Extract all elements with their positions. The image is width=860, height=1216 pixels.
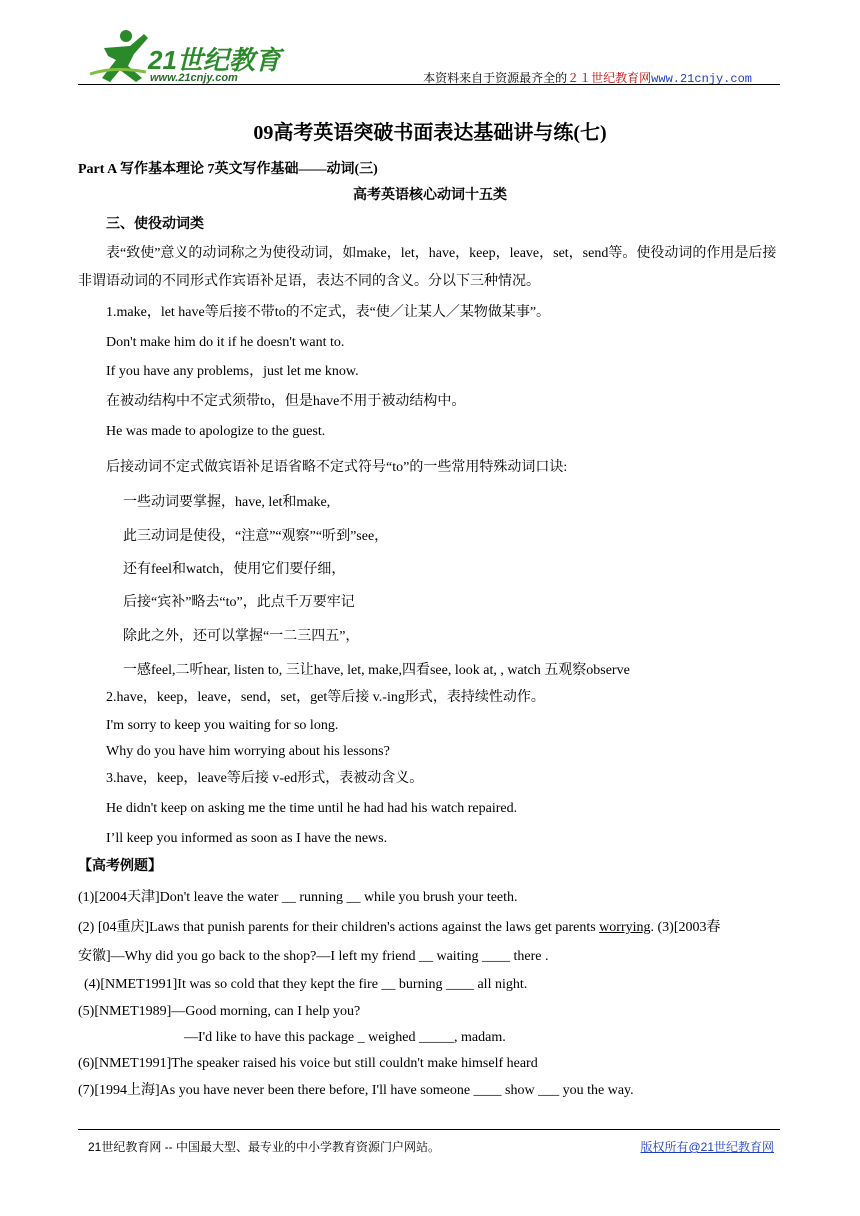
mnemonic-line: 一些动词要掌握，have, let和make, bbox=[123, 495, 331, 510]
footer-site-description: 21世纪教育网 -- 中国最大型、最专业的中小学教育资源门户网站。 bbox=[88, 1140, 441, 1154]
example-sentence: I'm sorry to keep you waiting for so long. bbox=[106, 718, 339, 733]
example-sentence: He didn't keep on asking me the time until he had had his watch repaired. bbox=[106, 801, 518, 816]
logo-text: 21世纪教育 bbox=[148, 45, 281, 75]
mnemonic-line: 后接“宾补”略去“to”，此点千万要牢记 bbox=[123, 595, 355, 610]
section-heading: 三、使役动词类 bbox=[106, 217, 204, 232]
mnemonic-line: 此三动词是使役，“注意”“观察”“听到”see， bbox=[123, 529, 389, 544]
mnemonic-intro: 后接动词不定式做宾语补足语省略不定式符号“to”的一些常用特殊动词口诀: bbox=[106, 460, 568, 475]
note-passive: 在被动结构中不定式须带to，但是have不用于被动结构中。 bbox=[106, 394, 466, 409]
mnemonic-line: 除此之外，还可以掌握“一二三四五”， bbox=[123, 629, 360, 644]
intro-paragraph: 表“致使”意义的动词称之为使役动词，如make，let，have，keep，leave，set，send等。使役动词的作用是后接非谓语动词的不同形式作宾语补足语，表达不同的含义。分以下三种情况。 bbox=[78, 246, 777, 289]
header-note-url[interactable]: www.21cnjy.com bbox=[651, 72, 752, 86]
rule-3: 3.have，keep，leave等后接 v-ed形式，表被动含义。 bbox=[106, 771, 424, 786]
document-title: 09高考英语突破书面表达基础讲与练(七) bbox=[253, 122, 607, 144]
example-sentence: Why do you have him worrying about his lessons? bbox=[106, 744, 390, 759]
exam-question-1: (1)[2004天津]Don't leave the water __ running __ while you brush your teeth. bbox=[78, 890, 518, 905]
mnemonic-line: 还有feel和watch，使用它们要仔细， bbox=[123, 562, 346, 577]
subtitle: 高考英语核心动词十五类 bbox=[353, 188, 507, 203]
page-header bbox=[78, 18, 780, 86]
example-sentence: Don't make him do it if he doesn't want to. bbox=[106, 335, 345, 350]
exam-question-2-answer: worrying bbox=[599, 920, 651, 935]
exam-question-3-start: . (3)[2003春 bbox=[650, 920, 721, 935]
footer-rule bbox=[78, 1129, 780, 1130]
part-heading: Part A 写作基本理论 7英文写作基础——动词(三) bbox=[78, 162, 378, 177]
header-rule bbox=[78, 84, 780, 85]
exam-question-2-text: (2) [04重庆]Laws that punish parents for their children's actions against the laws get parents bbox=[78, 920, 600, 935]
header-note-site[interactable]: ２１世纪教育网 bbox=[567, 71, 652, 85]
header-note-prefix: 本资料来自于资源最齐全的 bbox=[423, 71, 568, 85]
exam-question-4: (4)[NMET1991]It was so cold that they kept the fire __ burning ____ all night. bbox=[84, 977, 528, 992]
example-sentence: He was made to apologize to the guest. bbox=[106, 424, 326, 439]
example-sentence: I’ll keep you informed as soon as I have the news. bbox=[106, 831, 388, 846]
logo-url: www.21cnjy.com bbox=[150, 72, 238, 84]
site-logo[interactable] bbox=[86, 26, 286, 86]
example-sentence: If you have any problems，just let me know. bbox=[106, 364, 359, 379]
footer-copyright-link[interactable]: 版权所有@21世纪教育网 bbox=[640, 1140, 774, 1154]
examples-heading: 【高考例题】 bbox=[78, 859, 162, 874]
exam-question-5: (5)[NMET1989]—Good morning, can I help you? bbox=[78, 1004, 361, 1019]
rule-2: 2.have，keep，leave，send，set，get等后接 v.-ing形式，表持续性动作。 bbox=[106, 690, 545, 705]
exam-question-5-reply: —I'd like to have this package _ weighed _____, madam. bbox=[184, 1030, 506, 1045]
exam-question-7: (7)[1994上海]As you have never been there before, I'll have someone ____ show ___ you the way. bbox=[78, 1083, 634, 1098]
mnemonic-line: 一感feel,二听hear, listen to, 三让have, let, make,四看see, look at, , watch 五观察observe bbox=[123, 663, 630, 678]
exam-question-2 bbox=[78, 919, 721, 937]
runner-logo-icon bbox=[86, 26, 156, 86]
rule-1: 1.make，let have等后接不带to的不定式，表“使／让某人／某物做某事”。 bbox=[106, 305, 551, 320]
exam-question-6: (6)[NMET1991]The speaker raised his voice but still couldn't make himself heard bbox=[78, 1056, 538, 1071]
exam-question-3: 安徽]—Why did you go back to the shop?—I left my friend __ waiting ____ there . bbox=[78, 949, 549, 964]
